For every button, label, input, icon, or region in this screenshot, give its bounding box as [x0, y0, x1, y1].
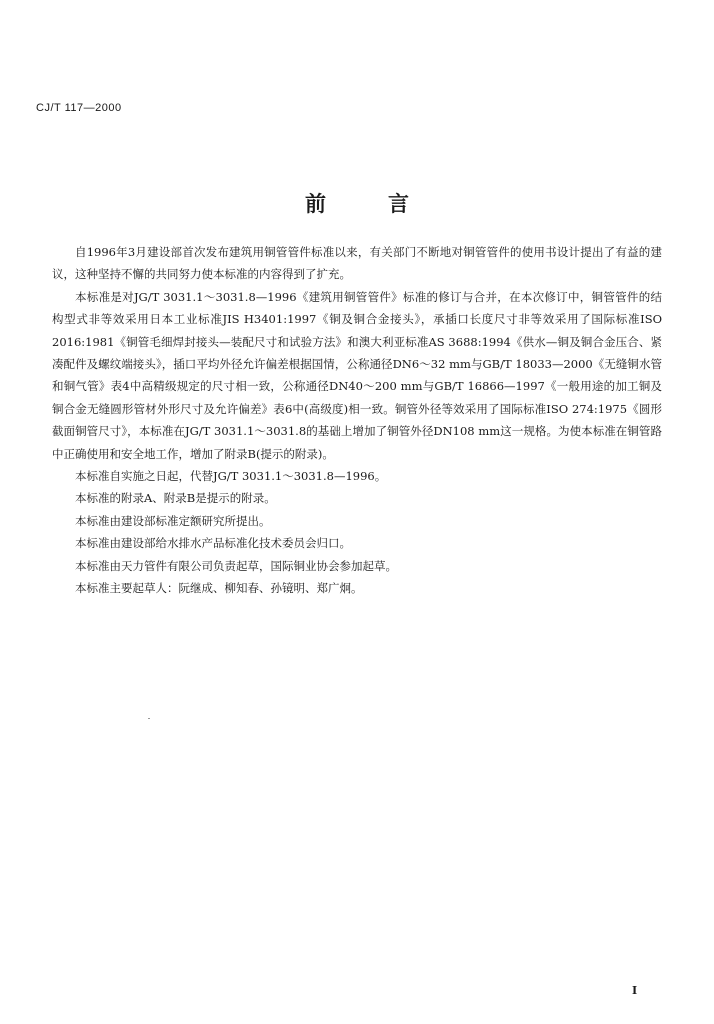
foreword-body: [52, 241, 662, 600]
paragraph: 本标准由天力管件有限公司负责起草，国际铜业协会参加起草。: [75, 558, 397, 573]
paragraph: 本标准的附录A、附录B是提示的附录。: [75, 491, 276, 506]
paragraph: 本标准由建设部标准定额研究所提出。: [75, 513, 271, 528]
paragraph: 本标准自实施之日起，代替JG/T 3031.1～3031.8—1996。: [75, 469, 387, 484]
standard-code: CJ/T 117—2000: [36, 102, 122, 114]
scan-speck: [148, 718, 150, 719]
paragraph: 本标准是对JG/T 3031.1～3031.8—1996《建筑用铜管管件》标准的修订与合并，在本次修订中，铜管管件的结构型式非等效采用日本工业标准JIS H3401:1997《铜及铜合金接头》，承插口长度尺寸非等效采用了国际标准ISO 2016:1981《铜管毛细焊封接头—装配尺寸和试验方法》和澳大利亚标准AS 3688:1994《供水—铜及铜合金压合、紧凑配件及螺纹端接头》，插口平均外径允许偏差根据国情，公称通径DN6～32 mm与GB/T 18033—2000《无缝铜水管和铜气管》表4中高精级规定的尺寸相一致，公称通径DN40～200 mm与GB/T 16866—1997《一般用途的加工铜及铜合金无缝圆形管材外形尺寸及允许偏差》表6中(高级度)相一致。铜管外径等效采用了国际标准ISO 274:1975《圆形截面铜管尺寸》，本标准在JG/T 3031.1～3031.8的基础上增加了铜管外径DN108 mm这一规格。为使本标准在铜管路中正确使用和安全地工作，增加了附录B(提示的附录)。: [52, 289, 662, 461]
paragraph: 本标准主要起草人：阮继成、柳知春、孙镜明、郑广炯。: [75, 581, 363, 596]
page-number: I: [632, 984, 638, 997]
paragraph: 自1996年3月建设部首次发布建筑用铜管管件标准以来，有关部门不断地对铜管管件的使用书设计提出了有益的建议，这种坚持不懈的共同努力使本标准的内容得到了扩充。: [52, 245, 662, 282]
paragraph: 本标准由建设部给水排水产品标准化技术委员会归口。: [75, 536, 351, 551]
page-title: 前言: [305, 192, 471, 216]
